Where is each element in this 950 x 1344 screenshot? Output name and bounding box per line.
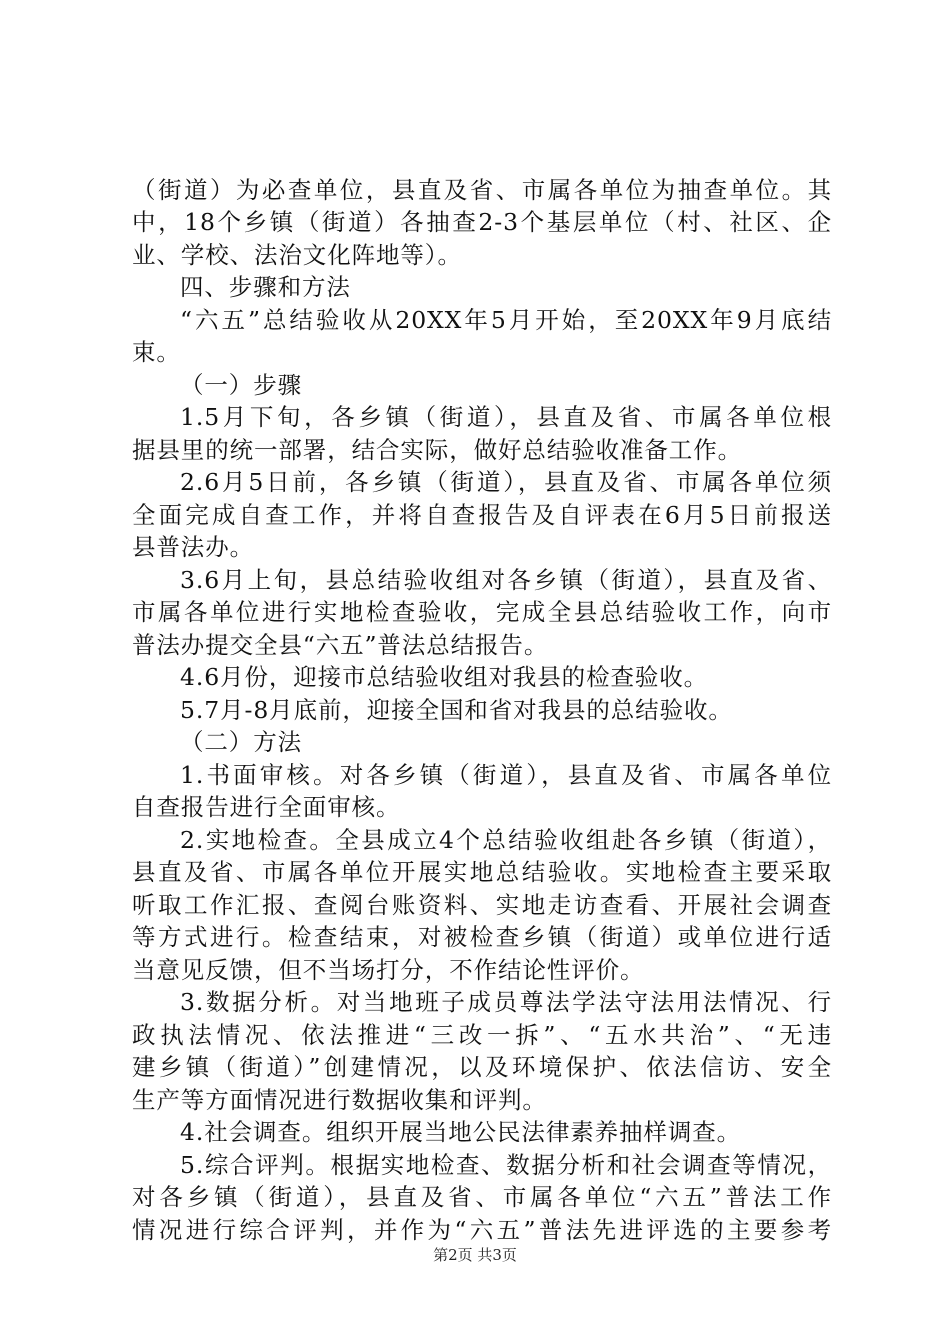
text-line: 2.6月5日前，各乡镇（街道），县直及省、市属各单位须 — [180, 468, 832, 496]
text-line: 业、学校、法治文化阵地等）。 — [132, 241, 462, 269]
text-line: 1.书面审核。对各乡镇（街道），县直及省、市属各单位 — [180, 761, 832, 789]
page-number-footer: 第2页 共3页 — [433, 1246, 517, 1264]
text-line: 3.数据分析。对当地班子成员尊法学法守法用法情况、行 — [180, 988, 832, 1016]
text-line: 建乡镇（街道）”创建情况，以及环境保护、依法信访、安全 — [132, 1053, 832, 1081]
section-heading: 四、步骤和方法 — [180, 273, 351, 301]
text-line: 自查报告进行全面审核。 — [132, 793, 401, 821]
text-line: 对各乡镇（街道），县直及省、市属各单位“六五”普法工作 — [132, 1183, 832, 1211]
text-line: 1.5月下旬，各乡镇（街道），县直及省、市属各单位根 — [180, 403, 832, 431]
text-line: 当意见反馈，但不当场打分，不作结论性评价。 — [132, 956, 645, 984]
text-line: “六五”总结验收从20XX年5月开始，至20XX年9月底结 — [180, 306, 832, 334]
text-line: 3.6月上旬，县总结验收组对各乡镇（街道），县直及省、 — [180, 566, 832, 594]
subsection-heading: （二）方法 — [180, 728, 302, 756]
text-line: 听取工作汇报、查阅台账资料、实地走访查看、开展社会调查 — [132, 891, 832, 919]
text-line: 全面完成自查工作，并将自查报告及自评表在6月5日前报送 — [132, 501, 832, 529]
text-line: 5.7月-8月底前，迎接全国和省对我县的总结验收。 — [180, 696, 733, 724]
text-line: 4.社会调查。组织开展当地公民法律素养抽样调查。 — [180, 1118, 742, 1146]
text-line: 县普法办。 — [132, 533, 254, 561]
text-line: 束。 — [132, 338, 181, 366]
text-line: 生产等方面情况进行数据收集和评判。 — [132, 1086, 547, 1114]
text-line: 情况进行综合评判，并作为“六五”普法先进评选的主要参考 — [132, 1216, 832, 1244]
text-line: 5.综合评判。根据实地检查、数据分析和社会调查等情况， — [180, 1151, 832, 1179]
text-line: 2.实地检查。全县成立4个总结验收组赴各乡镇（街道）， — [180, 826, 832, 854]
text-line: 等方式进行。检查结束，对被检查乡镇（街道）或单位进行适 — [132, 923, 832, 951]
text-line: 4.6月份，迎接市总结验收组对我县的检查验收。 — [180, 663, 709, 691]
text-line: 据县里的统一部署，结合实际，做好总结验收准备工作。 — [132, 436, 742, 464]
text-line: 普法办提交全县“六五”普法总结报告。 — [132, 631, 549, 659]
text-line: 县直及省、市属各单位开展实地总结验收。实地检查主要采取 — [132, 858, 832, 886]
text-line: 政执法情况、依法推进“三改一拆”、“五水共治”、“无违 — [132, 1021, 832, 1049]
subsection-heading: （一）步骤 — [180, 371, 302, 399]
text-line: （街道）为必查单位，县直及省、市属各单位为抽查单位。其 — [132, 176, 832, 204]
text-line: 中，18个乡镇（街道）各抽查2-3个基层单位（村、社区、企 — [132, 208, 832, 236]
text-line: 市属各单位进行实地检查验收，完成全县总结验收工作，向市 — [132, 598, 832, 626]
